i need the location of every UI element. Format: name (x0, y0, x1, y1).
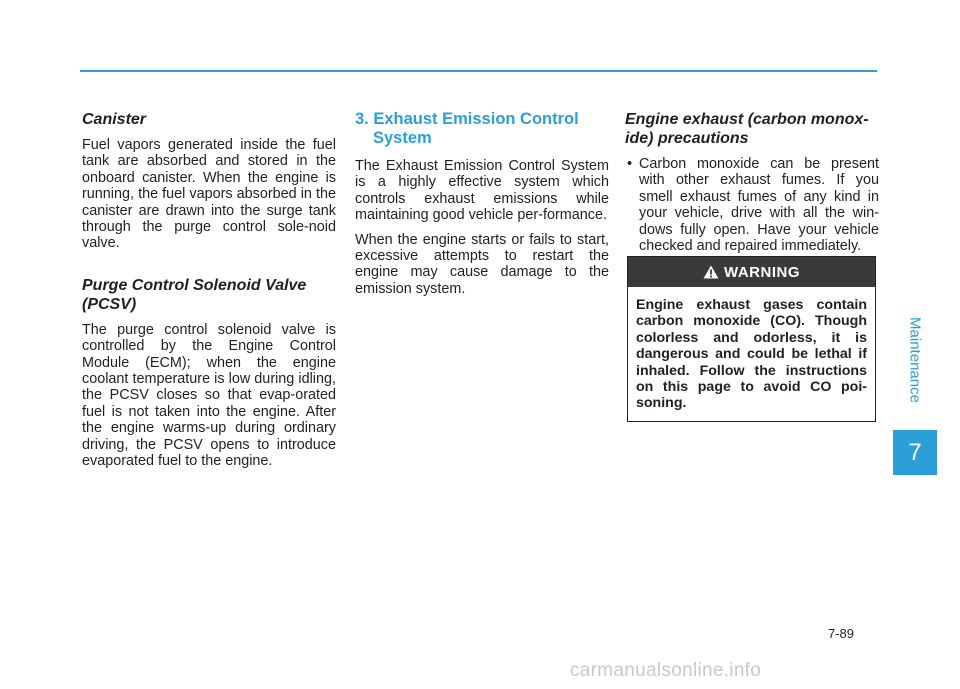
warning-triangle-icon (703, 265, 719, 279)
chapter-number-tab (893, 430, 937, 475)
paragraph-emission-2: When the engine starts or fails to start, excessive attempts to restart the engine may cause damage to the emission system. (355, 231, 609, 297)
column-left (82, 110, 336, 478)
heading-exhaust-precautions: Engine exhaust (carbon monox-ide) precautions (625, 111, 869, 147)
watermark: carmanualsonline.info (570, 660, 762, 681)
paragraph-canister: Fuel vapors generated inside the fuel tank are absorbed and stored in the onboard canister. When the engine is running, the fuel vapors absorbed in the canister are drawn into the surge tank through the purge control sole-noid valve. (82, 137, 336, 252)
paragraph-emission-1: The Exhaust Emission Control System is a highly effective system which controls exhaust emissions while maintaining good vehicle per-formance. (355, 158, 609, 224)
warning-header (628, 257, 875, 287)
chapter-name: Maintenance (906, 317, 924, 403)
warning-box (627, 256, 876, 422)
heading-canister: Canister (82, 111, 147, 128)
list-item (625, 156, 879, 254)
paragraph-pcsv: The purge control solenoid valve is controlled by the Engine Control Module (ECM); when the engine coolant temperature is low during idling, the PCSV closes so that evap-orated fuel is not taken into the engine. After the engine warms-up during ordinary driving, the PCSV opens to introduce evaporated fuel to the engine. (82, 321, 336, 470)
section-heading-emission: 3. Exhaust Emission Control System (355, 110, 579, 147)
warning-text: Engine exhaust gases contain carbon monoxide (CO). Though colorless and odorless, it is dangerous and could be lethal if inhaled. Follow the instructions on this page to avoid CO poi-soning. (636, 297, 867, 412)
column-middle (355, 110, 609, 305)
bullet-dot: • (627, 156, 633, 172)
page-number: 7-89 (828, 626, 855, 641)
warning-title: WARNING (724, 263, 800, 281)
chapter-side-label (893, 300, 937, 420)
precaution-list (625, 156, 879, 254)
top-rule (80, 70, 877, 72)
heading-pcsv: Purge Control Solenoid Valve (PCSV) (82, 276, 307, 313)
column-right (625, 110, 879, 254)
list-item-text: Carbon monoxide can be present with other exhaust fumes. If you smell exhaust fumes of any kind in your vehicle, drive with all the win-dows fully open. Have your vehicle checked and repaired immediately. (639, 156, 879, 255)
chapter-number: 7 (908, 438, 922, 466)
